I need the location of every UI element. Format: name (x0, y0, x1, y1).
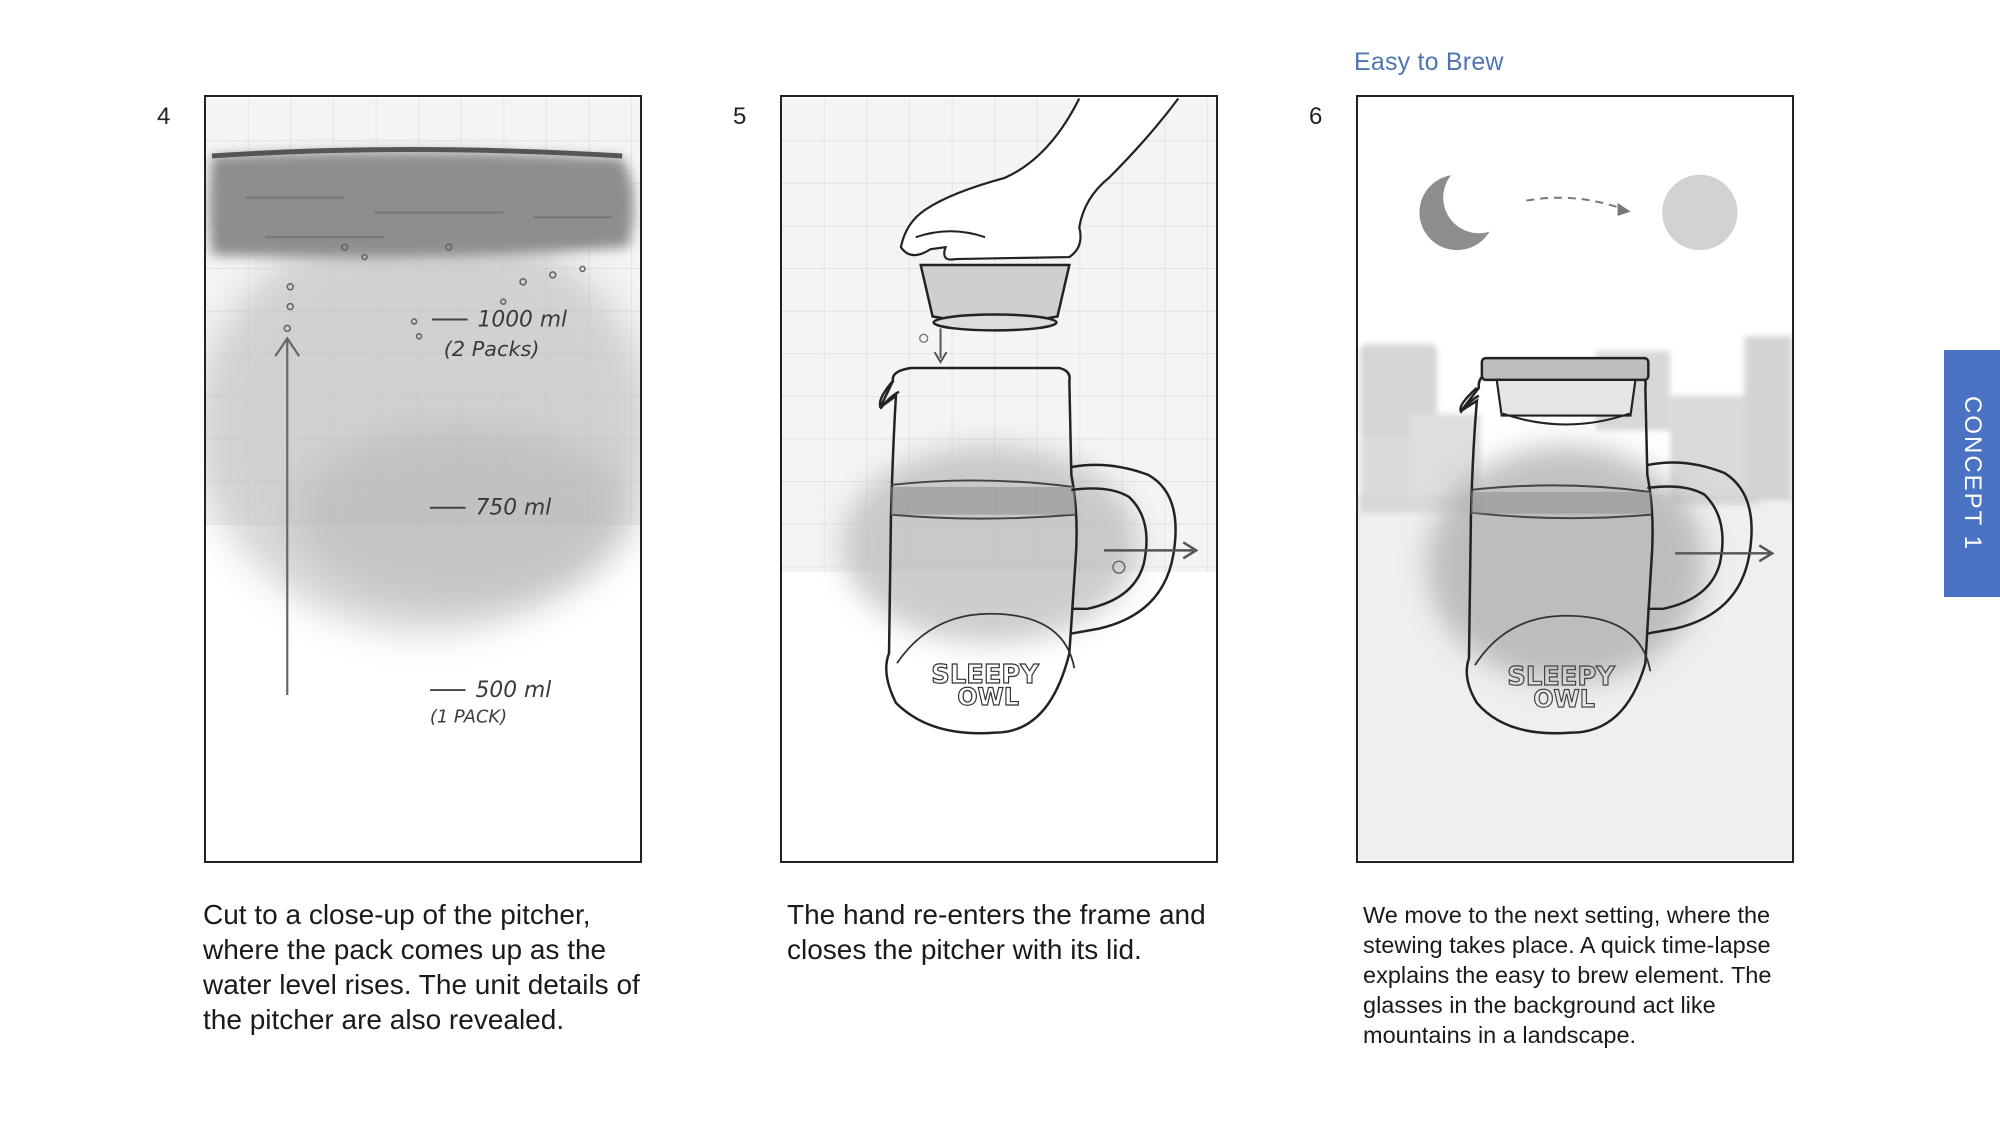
panel-number-6: 6 (1309, 103, 1323, 130)
section-label: Easy to Brew (1354, 48, 1504, 76)
panel-number-5: 5 (733, 103, 747, 130)
sun-icon (1662, 175, 1737, 250)
concept-tab-label: CONCEPT 1 (1959, 396, 1986, 551)
hand-closing-lid-sketch (782, 97, 1216, 861)
level-label-2-packs: (2 Packs) (443, 337, 540, 362)
pitcher-closeup-sketch (206, 97, 640, 861)
caption-6: We move to the next setting, where the stewing takes place. A quick time-lapse explains the easy to brew element. The glasses in the background act like mountains in a landscape. (1363, 902, 1772, 1048)
caption-4: Cut to a close-up of the pitcher, where the pack comes up as the water level rises. The unit details of the pitcher are also revealed. (203, 899, 640, 1035)
brewing-timelapse-sketch (1358, 97, 1792, 861)
level-label-1000: 1000 ml (477, 307, 568, 333)
caption-5: The hand re-enters the frame and closes the pitcher with its lid. (787, 899, 1206, 965)
storyboard-frame-5 (780, 95, 1218, 863)
logo-sleepy: SLEEPY (1507, 662, 1615, 693)
concept-tab (1944, 350, 2000, 597)
level-label-750: 750 ml (475, 495, 552, 521)
panel-number-4: 4 (157, 103, 171, 130)
storyboard-frame-4 (204, 95, 642, 863)
level-label-1-pack: (1 PACK) (429, 706, 508, 728)
logo-sleepy: SLEEPY (931, 660, 1039, 691)
logo-owl: OWL (1533, 684, 1595, 713)
level-label-500: 500 ml (475, 677, 552, 703)
storyboard-frame-6 (1356, 95, 1794, 863)
logo-owl: OWL (957, 682, 1019, 711)
